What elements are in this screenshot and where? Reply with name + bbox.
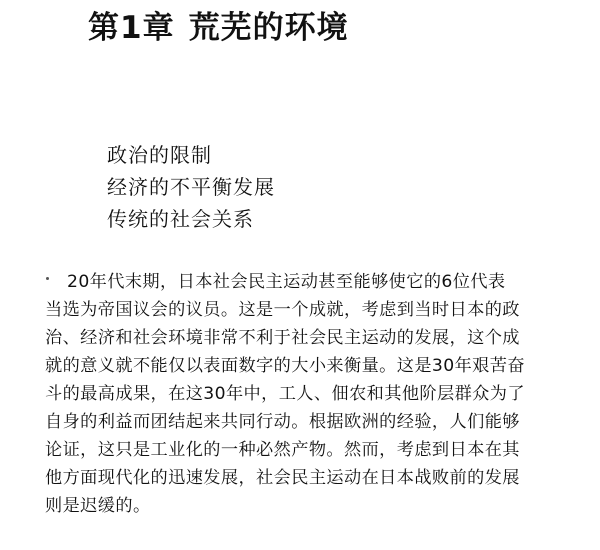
paragraph-line: 论证，这只是工业化的一种必然产物。然而，考虑到日本在其 — [45, 440, 520, 460]
paragraph-line: 自身的利益而团结起来共同行动。根据欧洲的经验，人们能够 — [45, 412, 520, 432]
chapter-title — [88, 8, 349, 48]
paragraph-line: 他方面现代化的迅速发展，社会民主运动在日本战败前的发展 — [45, 468, 520, 488]
paragraph-line: 斗的最高成果，在这30年中，工人、佃农和其他阶层群众为了 — [45, 384, 525, 404]
paragraph-line: 20年代末期，日本社会民主运动甚至能够使它的6位代表 — [67, 272, 506, 292]
paragraph-line: 治、经济和社会环境非常不利于社会民主运动的发展，这个成 — [45, 328, 520, 348]
paragraph-line: 则是迟缓的。 — [45, 496, 151, 516]
topic-item: 政治的限制 — [107, 143, 212, 167]
paragraph-line: 就的意义就不能仅以表面数字的大小来衡量。这是30年艰苦奋 — [45, 356, 525, 376]
chapter-topics — [107, 139, 275, 235]
topic-item: 传统的社会关系 — [107, 207, 254, 231]
chapter-name: 荒芜的环境 — [188, 10, 349, 46]
topic-item: 经济的不平衡发展 — [107, 175, 275, 199]
paragraph-line: 当选为帝国议会的议员。这是一个成就，考虑到当时日本的政 — [45, 300, 520, 320]
chapter-number: 第1章 — [88, 10, 175, 46]
body-paragraph — [45, 268, 575, 520]
